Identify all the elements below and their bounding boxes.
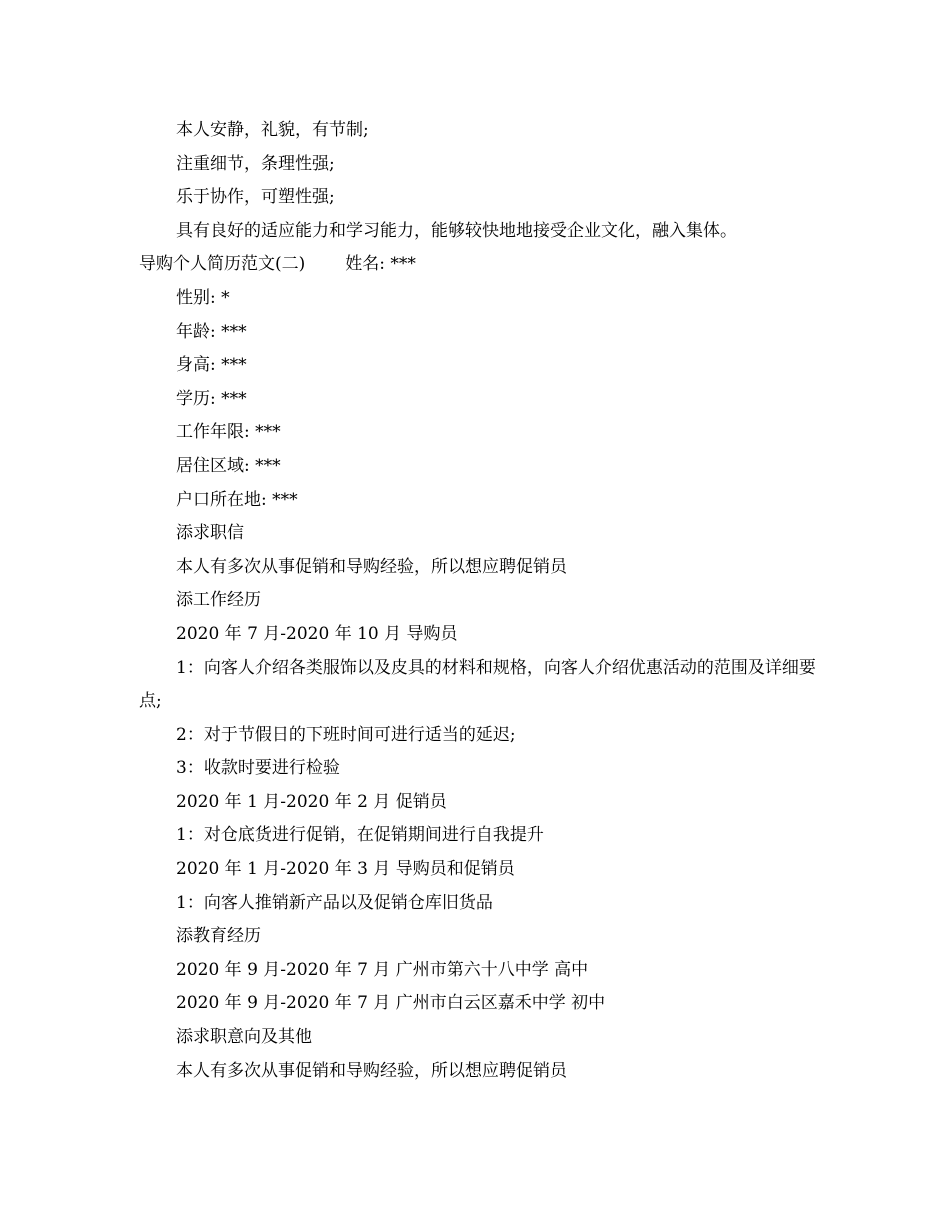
job-objective-text: 本人有多次从事促销和导购经验，所以想应聘促销员 — [176, 556, 567, 577]
profile-age: 年龄: *** — [176, 321, 247, 342]
education-entry-1: 2020 年 9 月-2020 年 7 月 广州市第六十八中学 高中 — [176, 959, 589, 980]
work-entry-2-period: 2020 年 1 月-2020 年 2 月 促销员 — [176, 791, 447, 812]
profile-hukou: 户口所在地: *** — [176, 489, 298, 510]
name-field: 姓名: *** — [345, 254, 416, 275]
work-experience-heading: 添工作经历 — [176, 590, 261, 611]
work-entry-3-period: 2020 年 1 月-2020 年 3 月 导购员和促销员 — [176, 859, 515, 880]
paragraph-personality-1: 本人安静，礼貌，有节制; — [176, 120, 369, 140]
profile-height: 身高: *** — [176, 355, 247, 376]
work-entry-1-period: 2020 年 7 月-2020 年 10 月 导购员 — [176, 623, 458, 644]
job-objective-heading: 添求职信 — [176, 523, 244, 544]
section-title: 导购个人简历范文(二) — [139, 254, 306, 275]
section-heading-line — [139, 248, 829, 282]
paragraph-personality-3: 乐于协作，可塑性强; — [176, 187, 335, 208]
paragraph-personality-2: 注重细节，条理性强; — [176, 153, 335, 174]
other-text: 本人有多次从事促销和导购经验，所以想应聘促销员 — [176, 1060, 567, 1081]
education-heading: 添教育经历 — [176, 926, 261, 947]
work-entry-3-duty-1: 1：向客人推销新产品以及促销仓库旧货品 — [176, 892, 493, 913]
profile-gender: 性别: * — [176, 287, 230, 308]
work-entry-1-duty-2: 2：对于节假日的下班时间可进行适当的延迟; — [176, 724, 516, 745]
education-entry-2: 2020 年 9 月-2020 年 7 月 广州市白云区嘉禾中学 初中 — [176, 993, 606, 1014]
other-heading: 添求职意向及其他 — [176, 1027, 312, 1048]
work-entry-1-duty-1: 1：向客人介绍各类服饰以及皮具的材料和规格，向客人介绍优惠活动的范围及详细要点; — [139, 657, 816, 712]
work-entry-2-duty-1: 1：对仓底货进行促销，在促销期间进行自我提升 — [176, 825, 544, 846]
profile-residence: 居住区域: *** — [176, 455, 281, 476]
profile-work-years: 工作年限: *** — [176, 422, 281, 443]
profile-education-level: 学历: *** — [176, 388, 247, 409]
paragraph-personality-4: 具有良好的适应能力和学习能力，能够较快地地接受企业文化，融入集体。 — [176, 220, 737, 241]
document-body — [139, 114, 829, 1088]
work-entry-1-duty-3: 3：收款时要进行检验 — [176, 758, 340, 779]
